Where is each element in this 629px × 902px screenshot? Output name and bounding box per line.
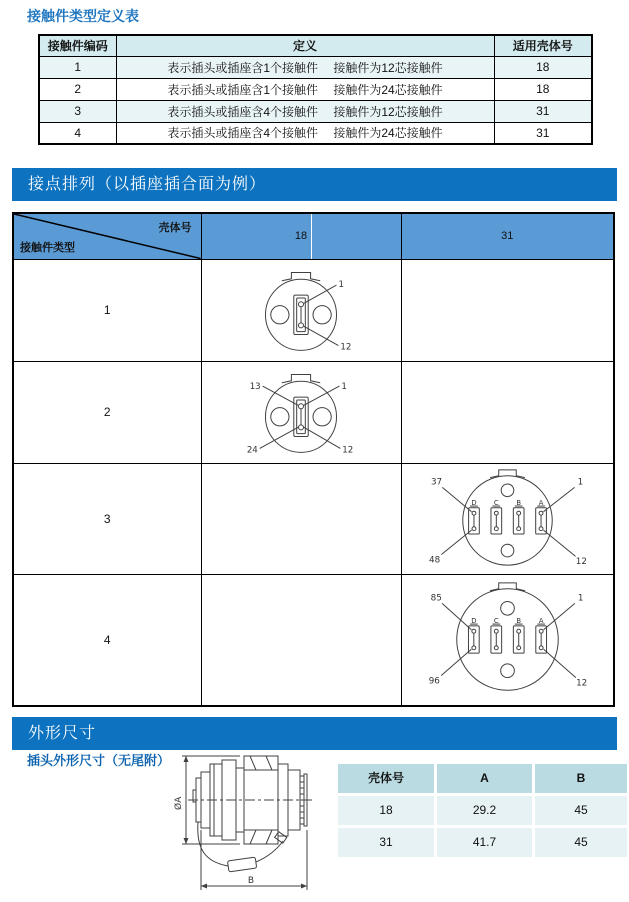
dimension-label-diameter-a: ØA <box>174 796 184 810</box>
page-title: 接触件类型定义表 <box>27 8 139 24</box>
insert-letter: A <box>538 498 544 507</box>
definition-header-code: 接触件编码 <box>39 35 116 56</box>
pin-label-top-left: 37 <box>430 477 442 488</box>
contact-definition: 表示插头或插座含1个接触件 接触件为12芯接触件 <box>116 56 494 78</box>
empty-cell <box>401 259 614 361</box>
pin-label-bottom-left: 96 <box>428 676 440 687</box>
insert-letter: B <box>516 498 521 507</box>
table-row <box>13 574 614 706</box>
plug-side-view-drawing <box>170 738 338 902</box>
corner-header-cell <box>13 213 201 259</box>
empty-cell <box>201 574 401 706</box>
plug-outline-subtitle: 插头外形尺寸（无尾附） <box>27 753 171 768</box>
size-header-a: A <box>437 764 532 793</box>
contact-shell: 18 <box>494 78 592 100</box>
contact-definition: 表示插头或插座含4个接触件 接触件为12芯接触件 <box>116 100 494 122</box>
dimension-label-length-b: B <box>247 876 255 886</box>
table-row <box>13 361 614 463</box>
table-row <box>13 463 614 574</box>
diagram-cell-type3-shell31 <box>401 463 614 574</box>
shell-column-31: 31 <box>401 213 614 259</box>
size-value-a: 41.7 <box>437 828 532 857</box>
pin-label-bottom-right: 12 <box>575 678 588 689</box>
pin-label-bottom-right: 12 <box>340 342 352 353</box>
arrangement-banner: 接点排列（以插座插合面为例） <box>12 168 617 201</box>
connector-face-diagram-type3 <box>405 466 610 571</box>
table-row <box>39 122 592 144</box>
type-number: 3 <box>13 463 201 574</box>
insert-letter: C <box>493 498 499 507</box>
definition-header-definition: 定义 <box>116 35 494 56</box>
pin-label-top-left: 85 <box>430 593 442 604</box>
connector-face-diagram-type4 <box>405 579 610 701</box>
pin-label-bottom-right: 12 <box>342 445 354 456</box>
insert-letter: B <box>516 616 521 625</box>
size-table <box>338 764 627 857</box>
arrangement-table <box>12 212 615 707</box>
outline-banner: 外形尺寸 <box>12 717 617 750</box>
definition-header-shell: 适用壳体号 <box>494 35 592 56</box>
contact-definition: 表示插头或插座含4个接触件 接触件为24芯接触件 <box>116 122 494 144</box>
pin-label-bottom-left: 48 <box>428 555 440 566</box>
size-value-shell: 18 <box>338 796 434 825</box>
contact-code: 1 <box>39 56 116 78</box>
definition-table <box>38 34 593 145</box>
table-row <box>39 56 592 78</box>
corner-type-label: 接触件类型 <box>20 241 75 254</box>
table-row <box>13 259 614 361</box>
size-header-shell: 壳体号 <box>338 764 434 793</box>
insert-letter: D <box>471 498 477 507</box>
empty-cell <box>201 463 401 574</box>
contact-shell: 31 <box>494 122 592 144</box>
pin-label-top-right: 1 <box>341 381 347 392</box>
corner-shell-label: 壳体号 <box>158 222 192 234</box>
size-value-a: 29.2 <box>437 796 532 825</box>
connector-face-diagram-type2 <box>205 363 397 461</box>
insert-letter: C <box>493 616 499 625</box>
contact-shell: 18 <box>494 56 592 78</box>
size-value-b: 45 <box>535 796 627 825</box>
diagram-cell-type4-shell31 <box>401 574 614 706</box>
size-value-shell: 31 <box>338 828 434 857</box>
pin-label-top-right: 1 <box>577 477 583 488</box>
definition-table-header-row <box>39 35 592 56</box>
contact-code: 4 <box>39 122 116 144</box>
contact-shell: 31 <box>494 100 592 122</box>
arrangement-header-row <box>13 213 614 259</box>
size-header-b: B <box>535 764 627 793</box>
type-number: 1 <box>13 259 201 361</box>
table-row <box>39 78 592 100</box>
pin-label-top-left: 13 <box>249 381 261 392</box>
empty-cell <box>401 361 614 463</box>
diagram-cell-type2-shell18 <box>201 361 401 463</box>
type-number: 4 <box>13 574 201 706</box>
pin-label-top-right: 1 <box>577 593 584 604</box>
contact-definition: 表示插头或插座含1个接触件 接触件为24芯接触件 <box>116 78 494 100</box>
shell-column-18: 18 <box>201 213 401 259</box>
plug-outline-diagram <box>170 738 338 900</box>
insert-group <box>468 499 546 534</box>
table-row <box>39 100 592 122</box>
size-value-b: 45 <box>535 828 627 857</box>
insert-group <box>468 617 546 653</box>
insert-letter: D <box>470 616 477 625</box>
type-number: 2 <box>13 361 201 463</box>
contact-code: 3 <box>39 100 116 122</box>
pin-label-bottom-left: 24 <box>246 445 258 456</box>
insert-letter: A <box>538 616 544 625</box>
connector-face-diagram-type1 <box>205 261 397 359</box>
diagram-cell-type1-shell18 <box>201 259 401 361</box>
contact-code: 2 <box>39 78 116 100</box>
pin-label-top-right: 1 <box>338 279 344 290</box>
pin-label-bottom-right: 12 <box>575 557 587 568</box>
